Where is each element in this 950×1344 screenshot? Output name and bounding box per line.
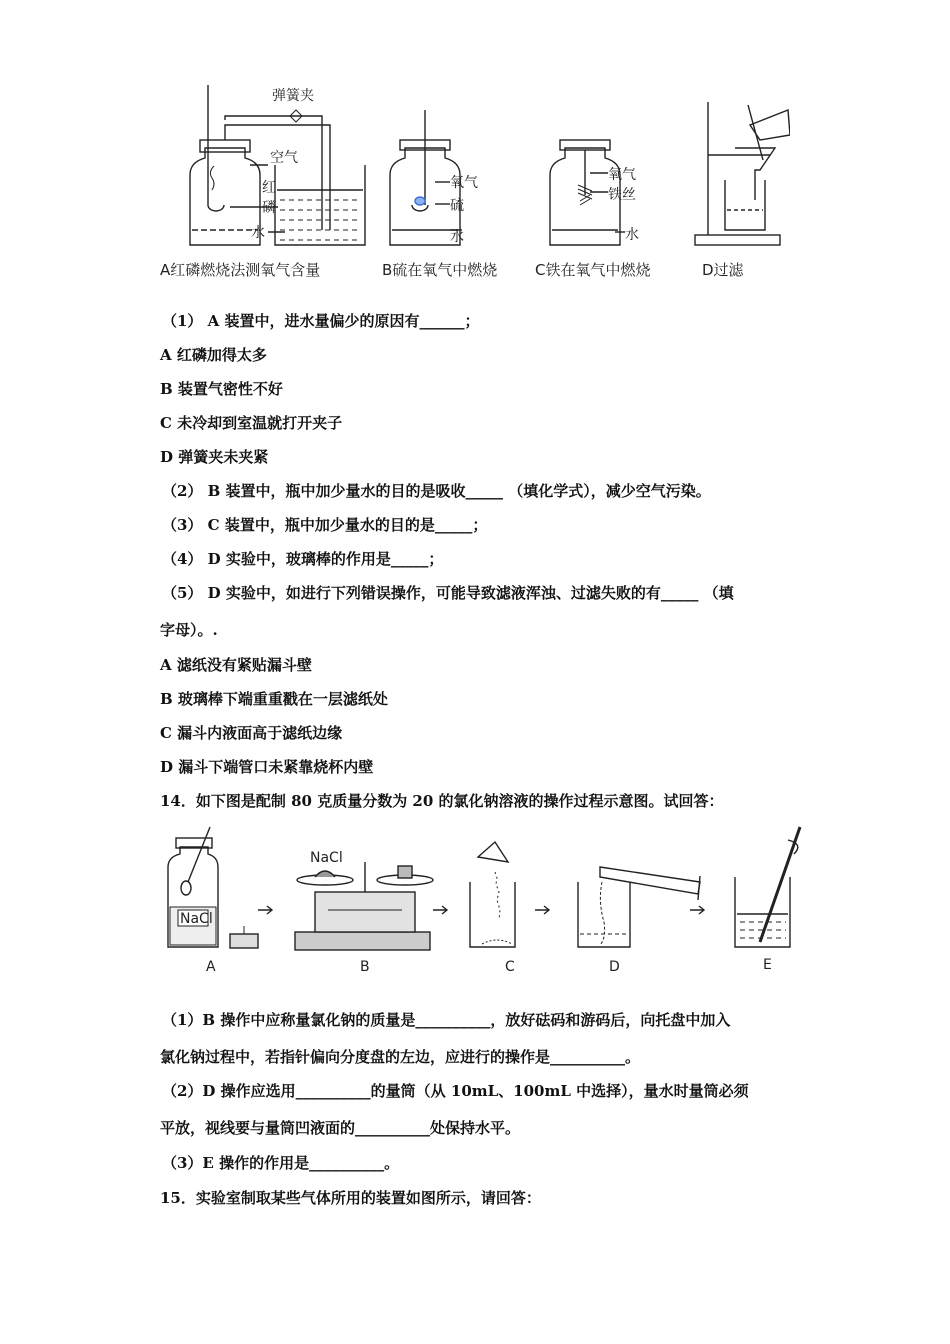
label-phosphorus: 磷 <box>262 200 276 216</box>
step-label-b: B <box>360 959 370 975</box>
q13-p1-option-b: B 装置气密性不好 <box>160 380 283 398</box>
step-label-d: D <box>609 959 620 975</box>
q13-p1-option-a: A 红磷加得太多 <box>160 346 267 364</box>
step-label-e: E <box>763 957 772 973</box>
nacl-balance-label: NaCl <box>310 850 343 866</box>
q13-p1-option-d: D 弹簧夹未夹紧 <box>160 448 269 466</box>
q14-part2-line1: （2）D 操作应选用__________的量筒（从 10mL、100mL 中选择），量水时量筒必须 <box>162 1082 749 1100</box>
step-label-c: C <box>505 959 515 975</box>
label-water-b: 水 <box>450 229 464 245</box>
caption-c: C铁在氧气中燃烧 <box>535 261 651 279</box>
q13-p5-option-b: B 玻璃棒下端重重戳在一层滤纸处 <box>160 690 388 708</box>
apparatus-figure-1 <box>150 80 790 285</box>
q14-title: 14．如下图是配制 80 克质量分数为 20 的氯化钠溶液的操作过程示意图。试回答： <box>160 792 724 810</box>
caption-a: A红磷燃烧法测氧气含量 <box>160 261 321 279</box>
q13-p1-option-c: C 未冷却到室温就打开夹子 <box>160 414 343 432</box>
label-water-a: 水 <box>251 225 265 241</box>
caption-b: B硫在氧气中燃烧 <box>382 261 498 279</box>
q13-part2: （2） B 装置中，瓶中加少量水的目的是吸收_____ （填化学式），减少空气污染。 <box>162 482 711 500</box>
q13-p5-option-d: D 漏斗下端管口未紧靠烧杯内壁 <box>160 758 374 776</box>
q14-part2-line2: 平放，视线要与量筒凹液面的__________处保持水平。 <box>160 1119 521 1137</box>
apparatus-d <box>695 102 790 245</box>
q13-part5-line1: （5） D 实验中，如进行下列错误操作，可能导致滤液浑浊、过滤失败的有_____ （填 <box>162 584 734 602</box>
step-e-stirring <box>735 827 800 947</box>
label-red: 红 <box>262 180 276 196</box>
label-iron-wire: 铁丝 <box>608 187 636 203</box>
q13-p5-option-a: A 滤纸没有紧贴漏斗壁 <box>160 656 312 674</box>
q14-part3: （3）E 操作的作用是__________。 <box>162 1154 400 1172</box>
step-d-pouring <box>578 867 704 947</box>
q14-part1-line1: （1）B 操作中应称量氯化钠的质量是__________，放好砝码和游码后，向托盘中加入 <box>162 1011 731 1029</box>
q13-p5-option-c: C 漏斗内液面高于滤纸边缘 <box>160 724 343 742</box>
label-air: 空气 <box>270 150 298 166</box>
step-a-bottle <box>168 827 272 948</box>
nacl-bottle-label: NaCl <box>180 911 213 927</box>
label-oxygen-c: 氧气 <box>608 167 636 183</box>
caption-d: D过滤 <box>702 261 744 279</box>
step-c-beaker <box>470 842 549 947</box>
q13-part5-line2: 字母）。. <box>160 621 218 639</box>
q13-part4: （4） D 实验中，玻璃棒的作用是_____； <box>162 550 444 568</box>
label-sulfur: 硫 <box>450 198 464 214</box>
q13-part1: （1） A 装置中，进水量偏少的原因有______； <box>162 312 480 330</box>
step-label-a: A <box>206 959 216 975</box>
q13-part3: （3） C 装置中，瓶中加少量水的目的是_____； <box>162 516 488 534</box>
label-water-c: 水 <box>625 227 639 243</box>
q14-part1-line2: 氯化钠过程中，若指针偏向分度盘的左边，应进行的操作是__________。 <box>160 1048 641 1066</box>
apparatus-figure-2 <box>160 822 820 977</box>
step-b-balance <box>295 862 447 950</box>
label-oxygen-b: 氧气 <box>450 175 478 191</box>
q15-title: 15．实验室制取某些气体所用的装置如图所示，请回答： <box>160 1189 541 1207</box>
label-spring-clip: 弹簧夹 <box>272 88 314 104</box>
